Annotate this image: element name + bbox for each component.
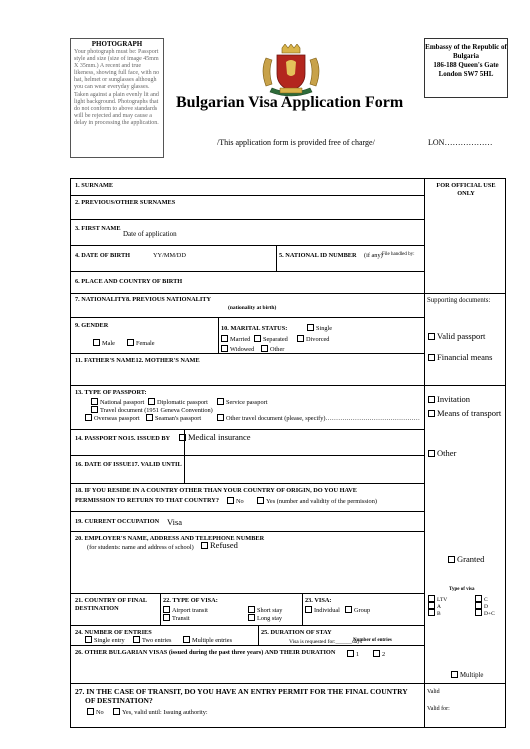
form-title: Bulgarian Visa Application Form bbox=[176, 94, 404, 111]
multiple-entries-option[interactable]: Multiple entries bbox=[183, 636, 232, 644]
field-21-destination-label: DESTINATION bbox=[75, 605, 119, 612]
field-13-passport-type: 13. TYPE OF PASSPORT: bbox=[75, 389, 147, 396]
short-stay-option[interactable]: Short stay bbox=[248, 606, 282, 614]
travel-document-checkbox[interactable] bbox=[91, 406, 98, 413]
date-of-birth-format: YY/MM/DD bbox=[153, 252, 186, 259]
valid-passport-option[interactable]: Valid passport bbox=[428, 331, 485, 341]
means-of-transport-checkbox[interactable] bbox=[428, 410, 435, 417]
field-18-permission-question: PERMISSION TO RETURN TO THAT COUNTRY? bbox=[75, 497, 220, 504]
airport-transit-checkbox[interactable] bbox=[163, 606, 170, 613]
married-checkbox[interactable] bbox=[221, 335, 228, 342]
overseas-passport-option[interactable]: Overseas passport bbox=[85, 414, 140, 422]
other-document-checkbox[interactable] bbox=[428, 450, 435, 457]
return-permission-no-option[interactable]: No bbox=[227, 497, 244, 505]
long-stay-option[interactable]: Long stay bbox=[248, 614, 282, 622]
financial-means-checkbox[interactable] bbox=[428, 354, 435, 361]
bulgarian-coat-of-arms-icon bbox=[256, 44, 326, 100]
multiple-option[interactable]: Multiple bbox=[451, 671, 483, 679]
other-visa-1-checkbox[interactable] bbox=[347, 650, 354, 657]
d-checkbox[interactable] bbox=[475, 602, 482, 609]
file-handled-by-label: File handled by: bbox=[382, 252, 415, 257]
means-of-transport-option[interactable]: Means of transport bbox=[428, 408, 501, 418]
embassy-line-1: Embassy of the Republic of bbox=[425, 43, 507, 51]
lon-reference: LON……………… bbox=[428, 138, 493, 147]
field-22-visa-type: 22. TYPE OF VISA: bbox=[163, 597, 218, 604]
embassy-line-3: 186-188 Queen's Gate bbox=[433, 61, 499, 69]
field-2-previous-surnames: 2. PREVIOUS/OTHER SURNAMES bbox=[75, 199, 176, 206]
transit-permit-yes-option[interactable]: Yes, valid until: Issuing authority: bbox=[113, 708, 208, 716]
transit-permit-no-option[interactable]: No bbox=[87, 708, 104, 716]
embassy-line-2: Bulgaria bbox=[452, 52, 480, 60]
field-23-visa: 23. VISA: bbox=[305, 597, 332, 604]
date-of-application-label: Date of application bbox=[123, 230, 177, 238]
free-of-charge-note: /This application form is provided free of charge/ bbox=[217, 138, 375, 147]
national-id-note: (if any) bbox=[364, 252, 383, 259]
c-checkbox[interactable] bbox=[475, 595, 482, 602]
field-21-final-destination: 21. COUNTRY OF FINAL bbox=[75, 597, 148, 604]
field-1-surname: 1. SURNAME bbox=[75, 182, 114, 189]
seamans-passport-option[interactable]: Seaman's passport bbox=[146, 414, 201, 422]
service-passport-checkbox[interactable] bbox=[217, 398, 224, 405]
other-visa-2-checkbox[interactable] bbox=[373, 650, 380, 657]
separated-checkbox[interactable] bbox=[254, 335, 261, 342]
diplomatic-passport-option[interactable]: Diplomatic passport bbox=[148, 398, 208, 406]
marital-other-option[interactable]: Other bbox=[261, 345, 284, 353]
individual-checkbox[interactable] bbox=[305, 606, 312, 613]
transit-checkbox[interactable] bbox=[163, 614, 170, 621]
two-entries-option[interactable]: Two entries bbox=[133, 636, 171, 644]
airport-transit-option[interactable]: Airport transit bbox=[163, 606, 208, 614]
field-5-national-id: 5. NATIONAL ID NUMBER bbox=[279, 252, 357, 259]
field-27-transit-permit: 27. IN THE CASE OF TRANSIT, DO YOU HAVE AN ENTRY PERMIT FOR THE FINAL COUNTRY bbox=[75, 687, 408, 696]
field-27-destination: OF DESTINATION? bbox=[85, 696, 153, 705]
field-25-duration-of-stay: 25. DURATION OF STAY bbox=[261, 629, 332, 636]
individual-option[interactable]: Individual bbox=[305, 606, 340, 614]
diplomatic-passport-checkbox[interactable] bbox=[148, 398, 155, 405]
national-passport-checkbox[interactable] bbox=[91, 398, 98, 405]
field-6-place-of-birth: 6. PLACE AND COUNTRY OF BIRTH bbox=[75, 278, 183, 285]
gender-female-option[interactable]: Female bbox=[127, 339, 155, 347]
official-use-title: FOR OFFICIAL USE ONLY bbox=[436, 182, 496, 197]
official-column-divider bbox=[424, 179, 425, 727]
financial-means-option[interactable]: Financial means bbox=[428, 352, 492, 362]
single-checkbox[interactable] bbox=[307, 324, 314, 331]
field-16-17-issue-valid: 16. DATE OF ISSUE17. VALID UNTIL bbox=[75, 461, 182, 468]
visa-type-d[interactable]: D bbox=[475, 602, 488, 611]
multiple-checkbox[interactable] bbox=[451, 671, 458, 678]
field-7-8-nationality: 7. NATIONALITY8. PREVIOUS NATIONALITY bbox=[75, 296, 212, 303]
application-form-grid bbox=[70, 178, 506, 728]
photograph-box bbox=[70, 38, 164, 158]
medical-insurance-option[interactable]: Medical insurance bbox=[179, 432, 251, 442]
number-of-entries-label: Number of entries bbox=[353, 638, 392, 643]
valid-passport-checkbox[interactable] bbox=[428, 333, 435, 340]
other-visa-2-option[interactable]: 2 bbox=[373, 650, 385, 658]
transit-yes-checkbox[interactable] bbox=[113, 708, 120, 715]
embassy-line-4: London SW7 5HL bbox=[438, 70, 494, 78]
long-stay-checkbox[interactable] bbox=[248, 614, 255, 621]
field-19-occupation: 19. CURRENT OCCUPATION bbox=[75, 518, 160, 525]
refused-option[interactable]: Refused bbox=[201, 540, 238, 550]
marital-divorced-option[interactable]: Divorced bbox=[297, 335, 329, 343]
other-travel-document-checkbox[interactable] bbox=[217, 414, 224, 421]
visa-type-c[interactable]: C bbox=[475, 595, 488, 604]
return-yes-checkbox[interactable] bbox=[257, 497, 264, 504]
granted-option[interactable]: Granted bbox=[448, 554, 484, 564]
gender-male-option[interactable]: Male bbox=[93, 339, 115, 347]
refused-checkbox[interactable] bbox=[201, 542, 208, 549]
field-9-gender: 9. GENDER bbox=[75, 322, 109, 329]
group-option[interactable]: Group bbox=[345, 606, 370, 614]
other-marital-checkbox[interactable] bbox=[261, 345, 268, 352]
type-of-visa-label: Type of visa bbox=[449, 587, 475, 592]
transit-no-checkbox[interactable] bbox=[87, 708, 94, 715]
field-24-number-of-entries: 24. NUMBER OF ENTRIES bbox=[75, 629, 152, 636]
field-3-first-name: 3. FIRST NAME bbox=[75, 225, 121, 232]
nationality-at-birth-note: (nationality at birth) bbox=[228, 305, 277, 311]
marital-married-option[interactable]: Married bbox=[221, 335, 250, 343]
invitation-checkbox[interactable] bbox=[428, 396, 435, 403]
other-visa-1-option[interactable]: 1 bbox=[347, 650, 359, 658]
multiple-entries-checkbox[interactable] bbox=[183, 636, 190, 643]
other-travel-document-option[interactable]: Other travel document (please, specify)……………………………………… bbox=[217, 414, 420, 422]
field-20-employer: 20. EMPLOYER'S NAME, ADDRESS AND TELEPHONE NUMBER bbox=[75, 535, 265, 542]
female-checkbox[interactable] bbox=[127, 339, 134, 346]
employer-students-note: (for students: name and address of school) bbox=[87, 544, 194, 551]
marital-separated-option[interactable]: Separated bbox=[254, 335, 288, 343]
field-11-12-parents-names: 11. FATHER'S NAME12. MOTHER'S NAME bbox=[75, 357, 200, 364]
field-10-marital-status: 10. MARITAL STATUS: bbox=[221, 325, 288, 332]
service-passport-option[interactable]: Service passport bbox=[217, 398, 267, 406]
granted-checkbox[interactable] bbox=[448, 556, 455, 563]
valid-label: Valid bbox=[427, 689, 440, 695]
ltv-checkbox[interactable] bbox=[428, 595, 435, 602]
travel-document-option[interactable]: Travel document (1951 Geneva Convention) bbox=[91, 406, 213, 414]
single-entry-checkbox[interactable] bbox=[85, 636, 92, 643]
seamans-passport-checkbox[interactable] bbox=[146, 414, 153, 421]
b-checkbox[interactable] bbox=[428, 609, 435, 616]
group-checkbox[interactable] bbox=[345, 606, 352, 613]
male-checkbox[interactable] bbox=[93, 339, 100, 346]
visa-type-b[interactable]: B bbox=[428, 609, 441, 618]
widowed-checkbox[interactable] bbox=[221, 345, 228, 352]
supporting-documents-label: Supporting documents: bbox=[427, 297, 491, 304]
visa-type-ltv[interactable]: LTV bbox=[428, 595, 447, 604]
photograph-title: PHOTOGRAPH bbox=[91, 40, 143, 48]
return-no-checkbox[interactable] bbox=[227, 497, 234, 504]
medical-insurance-checkbox[interactable] bbox=[179, 434, 186, 441]
field-4-date-of-birth: 4. DATE OF BIRTH bbox=[75, 252, 131, 259]
field-14-15-passport-issued: 14. PASSPORT NO15. ISSUED BY bbox=[75, 435, 171, 442]
valid-for-label: Valid for: bbox=[427, 706, 450, 712]
visa-type-dc[interactable]: D+C bbox=[475, 609, 495, 618]
photograph-instructions: Your photograph must be: Passport style and size (size of image 45mm X 35mm.) A recent and true likeness, showing full face, with no hat, helmet or sunglasses although you can wear everyday glasses. Taken against a plain evenly lit and light background. Photographs that do not conform to above standards will be rejected and may cause a delay in processing the application. bbox=[74, 49, 160, 126]
invitation-option[interactable]: Invitation bbox=[428, 394, 470, 404]
short-stay-checkbox[interactable] bbox=[248, 606, 255, 613]
dc-checkbox[interactable] bbox=[475, 609, 482, 616]
return-permission-yes-option[interactable]: Yes (number and validity of the permission) bbox=[257, 497, 377, 505]
transit-option[interactable]: Transit bbox=[163, 614, 190, 622]
overseas-passport-checkbox[interactable] bbox=[85, 414, 92, 421]
single-entry-option[interactable]: Single entry bbox=[85, 636, 125, 644]
field-26-other-visas: 26. OTHER BULGARIAN VISAS (issued during the past three years) AND THEIR DURATION bbox=[75, 649, 336, 656]
visa-label: Visa bbox=[167, 517, 183, 527]
visa-type-a[interactable]: A bbox=[428, 602, 441, 611]
divorced-checkbox[interactable] bbox=[297, 335, 304, 342]
marital-widowed-option[interactable]: Widowed bbox=[221, 345, 254, 353]
national-passport-option[interactable]: National passport bbox=[91, 398, 144, 406]
field-18-residence-question: 18. IF YOU RESIDE IN A COUNTRY OTHER THAN YOUR COUNTRY OF ORIGIN, DO YOU HAVE bbox=[75, 487, 357, 494]
other-document-option[interactable]: Other bbox=[428, 448, 456, 458]
marital-single-option[interactable]: Single bbox=[307, 324, 332, 332]
a-checkbox[interactable] bbox=[428, 602, 435, 609]
two-entries-checkbox[interactable] bbox=[133, 636, 140, 643]
embassy-address-box bbox=[424, 38, 508, 98]
visa-requested-days: Visa is requested for:______days bbox=[289, 639, 363, 645]
